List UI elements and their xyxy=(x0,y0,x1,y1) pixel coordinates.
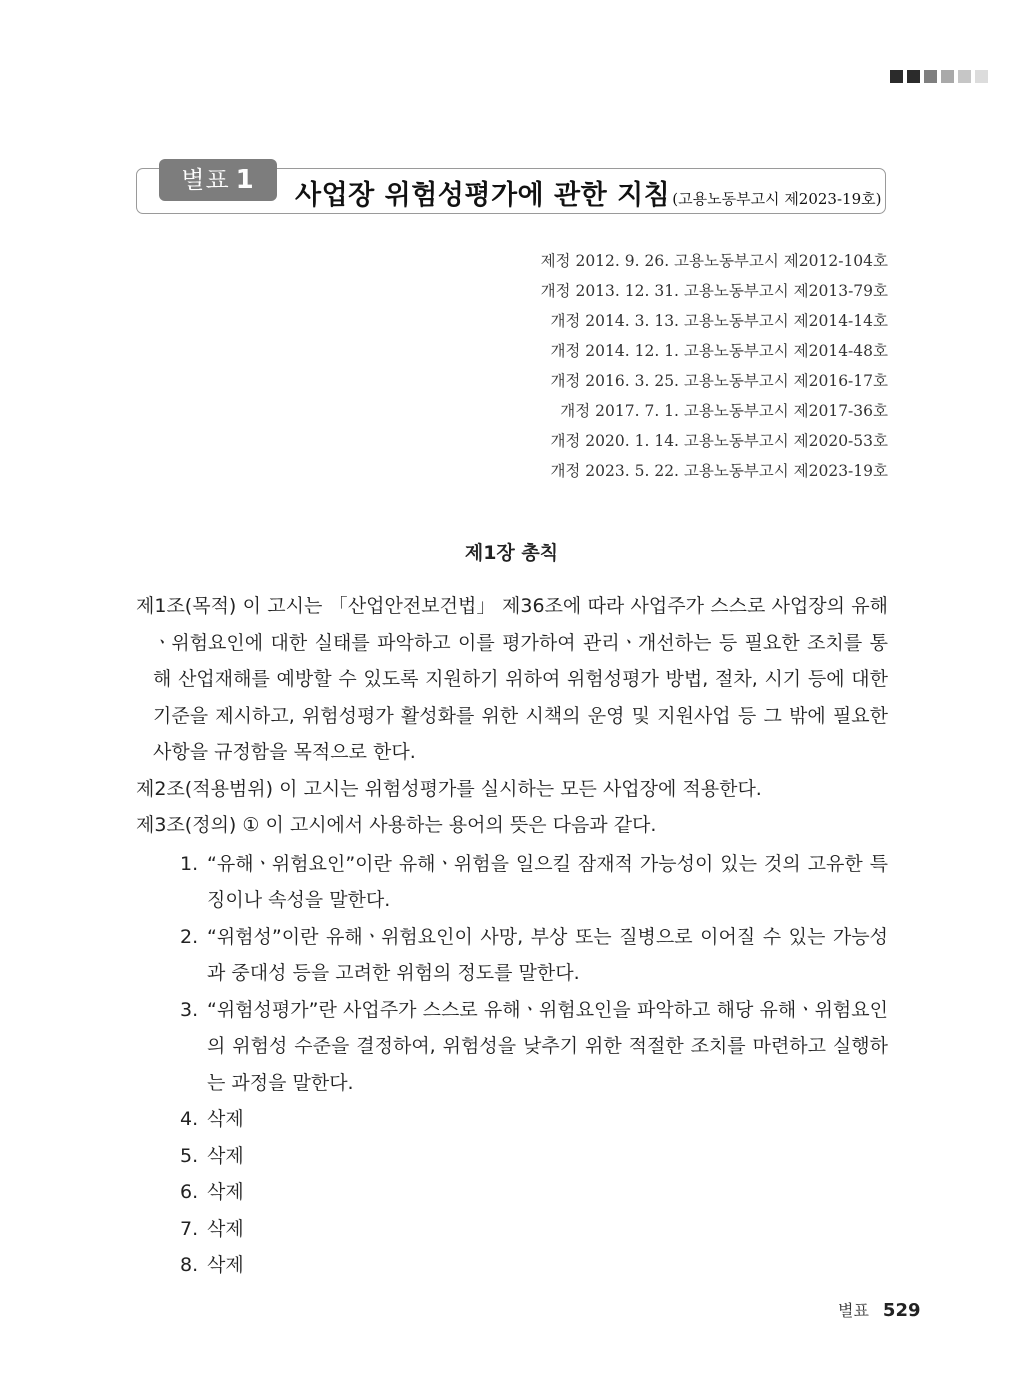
body-text xyxy=(136,588,888,1284)
list-item xyxy=(180,1211,888,1248)
chapter-heading: 제1장 총칙 xyxy=(464,542,559,564)
document-title-sub: (고용노동부고시 제2023-19호) xyxy=(672,190,882,208)
list-item-number: 5. xyxy=(180,1144,199,1167)
document-title xyxy=(295,173,881,212)
square-6 xyxy=(975,70,988,83)
appendix-number: 1 xyxy=(235,165,255,195)
list-item-number: 2. xyxy=(180,925,199,948)
page-number: 529 xyxy=(882,1300,921,1321)
history-line: 개정 2014. 3. 13. 고용노동부고시 제2014-14호 xyxy=(550,312,888,330)
list-item-text: 삭제 xyxy=(207,1254,244,1276)
list-item-number: 7. xyxy=(180,1217,199,1240)
list-item-text: “위험성평가”란 사업주가 스스로 유해ㆍ위험요인을 파악하고 해당 유해ㆍ위험요인의 위험성 수준을 결정하여, 위험성을 낮추기 위한 적절한 조치를 마련하고 실행하는 과정을 말한다. xyxy=(207,998,888,1094)
article-1: 제1조(목적) 이 고시는 「산업안전보건법」 제36조에 따라 사업주가 스스로 사업장의 유해ㆍ위험요인에 대한 실태를 파악하고 이를 평가하여 관리ㆍ개선하는 등 필요한 조치를 통해 산업재해를 예방할 수 있도록 지원하기 위하여 위험성평가 방법, 절차, 시기 등에 대한 기준을 제시하고, 위험성평가 활성화를 위한 시책의 운영 및 지원사업 등 그 밖에 필요한 사항을 규정함을 목적으로 한다. xyxy=(136,595,888,763)
list-item-number: 1. xyxy=(180,852,199,875)
list-item-number: 3. xyxy=(180,998,199,1021)
list-item xyxy=(180,1138,888,1175)
list-item-text: “유해ㆍ위험요인”이란 유해ㆍ위험을 일으킬 잠재적 가능성이 있는 것의 고유한 특징이나 속성을 말한다. xyxy=(207,852,888,911)
list-item-number: 8. xyxy=(180,1254,199,1276)
list-item-text: 삭제 xyxy=(207,1144,244,1167)
article-3: 제3조(정의) ① 이 고시에서 사용하는 용어의 뜻은 다음과 같다. xyxy=(136,814,657,836)
document-title-main: 사업장 위험성평가에 관한 지침 xyxy=(295,180,671,211)
square-5 xyxy=(958,70,971,83)
list-item xyxy=(180,1247,888,1284)
title-box xyxy=(136,165,886,214)
square-1 xyxy=(890,70,903,83)
list-item-text: 삭제 xyxy=(207,1217,244,1240)
list-item-number: 6. xyxy=(180,1181,199,1203)
footer-section-label: 별표 xyxy=(838,1301,869,1320)
history-line: 개정 2020. 1. 14. 고용노동부고시 제2020-53호 xyxy=(550,432,888,450)
list-item xyxy=(180,846,888,919)
list-item-text: 삭제 xyxy=(207,1181,244,1203)
history-line: 제정 2012. 9. 26. 고용노동부고시 제2012-104호 xyxy=(540,252,888,270)
list-item xyxy=(180,1174,888,1211)
list-item xyxy=(180,992,888,1102)
amendment-history xyxy=(480,246,888,486)
article-2: 제2조(적용범위) 이 고시는 위험성평가를 실시하는 모든 사업장에 적용한다. xyxy=(136,777,762,800)
history-line: 개정 2013. 12. 31. 고용노동부고시 제2013-79호 xyxy=(540,282,888,300)
square-2 xyxy=(907,70,920,83)
appendix-tab xyxy=(159,159,277,201)
list-item-number: 4. xyxy=(180,1108,199,1130)
page-footer xyxy=(838,1298,921,1321)
history-line: 개정 2016. 3. 25. 고용노동부고시 제2016-17호 xyxy=(550,372,888,390)
history-line: 개정 2023. 5. 22. 고용노동부고시 제2023-19호 xyxy=(550,462,888,480)
list-item-text: “위험성”이란 유해ㆍ위험요인이 사망, 부상 또는 질병으로 이어질 수 있는 가능성과 중대성 등을 고려한 위험의 정도를 말한다. xyxy=(207,925,888,984)
square-4 xyxy=(941,70,954,83)
history-line: 개정 2014. 12. 1. 고용노동부고시 제2014-48호 xyxy=(550,342,888,360)
list-item xyxy=(180,919,888,992)
appendix-label: 별표 xyxy=(181,166,230,194)
definition-list xyxy=(180,846,888,1284)
history-line: 개정 2017. 7. 1. 고용노동부고시 제2017-36호 xyxy=(560,402,888,420)
square-3 xyxy=(924,70,937,83)
decorative-squares xyxy=(890,70,988,83)
list-item xyxy=(180,1101,888,1138)
list-item-text: 삭제 xyxy=(207,1108,244,1130)
